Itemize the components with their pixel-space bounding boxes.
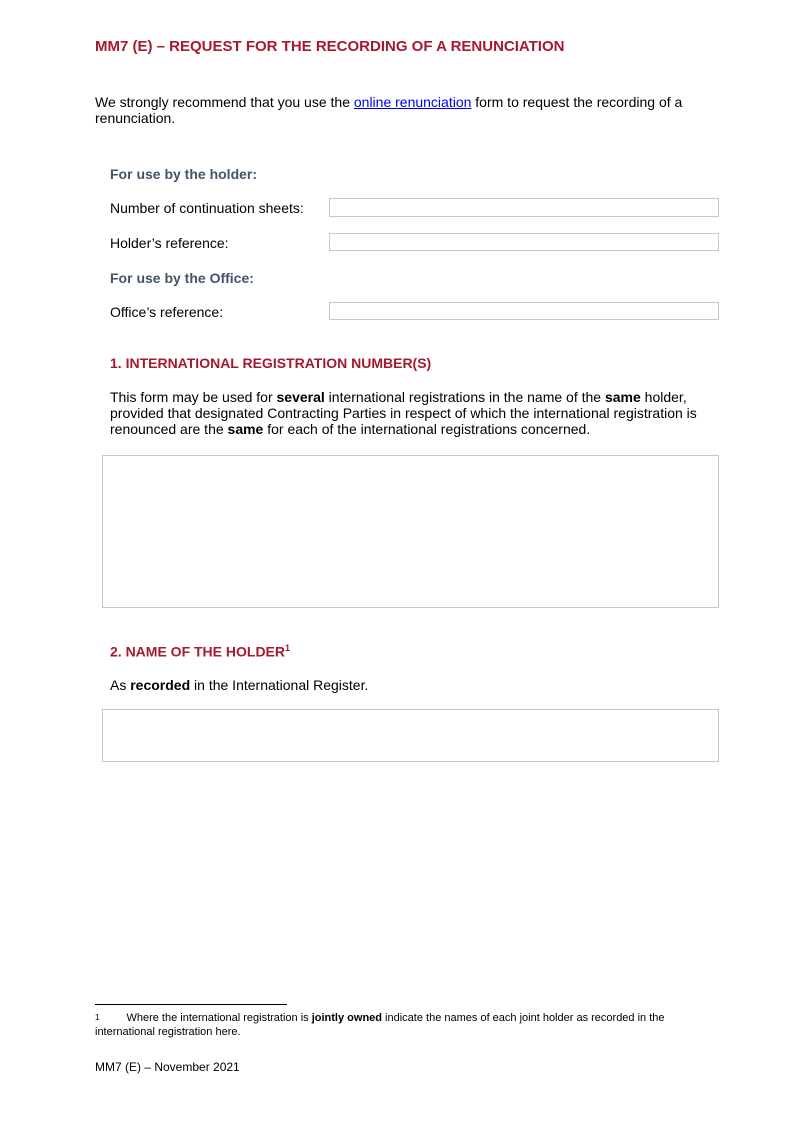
section-1-text: for each of the international registrations concerned. [263, 421, 591, 437]
footnote-separator [95, 1004, 287, 1005]
footnote-text: indicate the names of each joint holder as recorded in the international registration here. [95, 1012, 665, 1038]
footnote [95, 1011, 705, 1039]
online-renunciation-link[interactable]: online renunciation [353, 94, 472, 110]
office-use-heading: For use by the Office: [110, 270, 254, 286]
registration-numbers-textarea[interactable] [102, 455, 719, 608]
page-footer: MM7 (E) – November 2021 [95, 1060, 240, 1074]
section-1-text: international registrations in the name of the [324, 389, 605, 405]
holder-reference-input[interactable] [329, 233, 719, 251]
section-1-heading: 1. INTERNATIONAL REGISTRATION NUMBER(S) [110, 355, 432, 371]
section-2-heading-text: 2. NAME OF THE HOLDER [110, 643, 286, 660]
section-1-bold-same: same [604, 389, 641, 405]
page-title: MM7 (E) – REQUEST FOR THE RECORDING OF A RENUNCIATION [95, 38, 565, 55]
intro-paragraph [95, 94, 710, 126]
footnote-text: Where the international registration is [126, 1012, 312, 1024]
section-2-heading [110, 643, 290, 660]
section-1-instructions [110, 389, 715, 437]
section-2-instructions [110, 677, 368, 693]
footnote-bold: jointly owned [311, 1012, 382, 1024]
holder-use-heading: For use by the holder: [110, 166, 258, 182]
section-2-text: in the International Register. [190, 677, 369, 693]
holder-reference-label: Holder’s reference: [110, 235, 229, 251]
intro-text-after: form to request the recording of a renunciation. [95, 94, 683, 126]
office-reference-label: Office’s reference: [110, 304, 224, 320]
footnote-mark: 1 [95, 1013, 100, 1022]
continuation-sheets-input[interactable] [329, 198, 719, 217]
continuation-sheets-label: Number of continuation sheets: [110, 200, 304, 216]
section-2-text: As [110, 677, 131, 693]
section-1-text: This form may be used for [110, 389, 277, 405]
holder-name-textarea[interactable] [102, 709, 719, 762]
office-reference-input[interactable] [329, 302, 719, 320]
intro-text-before: We strongly recommend that you use the [95, 94, 354, 110]
section-1-bold-same: same [227, 421, 264, 437]
section-1-bold-several: several [276, 389, 325, 405]
section-1-text: holder, provided that designated Contracting Parties in respect of which the international registration is renounced are the [110, 389, 697, 437]
section-2-bold-recorded: recorded [130, 677, 191, 693]
footnote-reference: 1 [285, 643, 291, 653]
